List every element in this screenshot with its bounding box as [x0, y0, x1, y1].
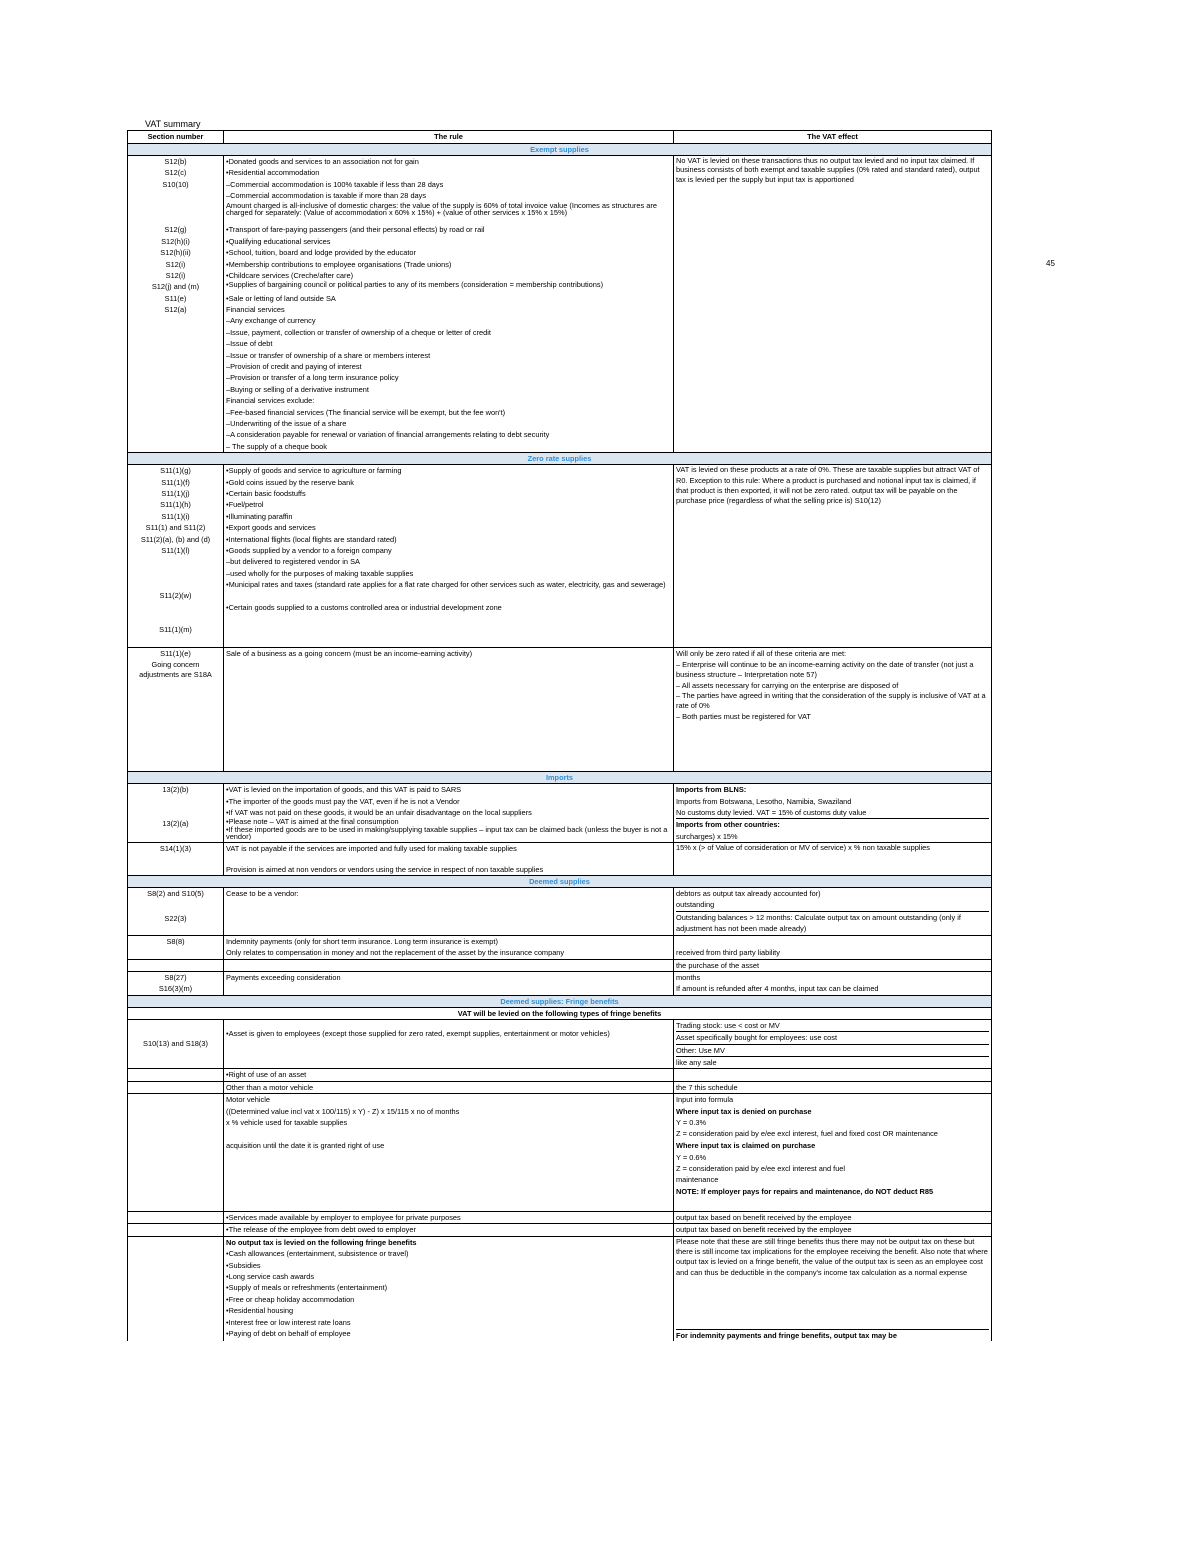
imports-sections: 13(2)(b) 13(2)(a)	[128, 784, 224, 843]
deemed-row-1-effects: debtors as output tax already accounted for) outstanding Outstanding balances > 12 months: Calculate output tax on amount outstanding (only if adjustment has not been made already)	[674, 888, 992, 936]
fringe-debt-rule: •The release of the employee from debt owed to employer	[224, 1224, 674, 1236]
band-zero-rate: Zero rate supplies	[128, 453, 992, 465]
band-imports: Imports	[128, 772, 992, 784]
deemed-row-4	[128, 971, 992, 995]
zero-sections: S11(1)(g) S11(1)(f) S11(1)(j) S11(1)(h) S11(1)(i) S11(1) and S11(2) S11(2)(a), (b) and (d) S11(1)(l) S11(2)(w) S11(1)(m)	[128, 465, 224, 648]
going-concern-effect: Will only be zero rated if all of these criteria are met: – Enterprise will continue to be an income-earning activity on the date of transfer (not just a business structure – Interpretation note 57) – All assets necessary for carrying on the enterprise are disposed of – The parties have agreed in writing that the consideration of the supply is inclusive of VAT at a rate of 0% – Both parties must be registered for VAT	[674, 648, 992, 772]
deemed-row-1-rule: Cease to be a vendor:	[224, 888, 674, 936]
fringe-debt-row	[128, 1224, 992, 1236]
going-concern-row	[128, 648, 992, 772]
deemed-row-3-effect: the purchase of the asset	[674, 959, 992, 971]
zero-rules: •Supply of goods and service to agriculture or farming •Gold coins issued by the reserve bank •Certain basic foodstuffs •Fuel/petrol •Illuminating paraffin •Export goods and services •International flights (local flights are standard rated) •Goods supplied by a vendor to a foreign company –but delivered to registered vendor in SA –used wholly for the purposes of making taxable supplies •Municipal rates and taxes (standard rate applies for a flat rate charged for other services such as water, electricity, gas and sewerage) •Certain goods supplied to a customs controlled area or industrial development zone	[224, 465, 674, 648]
fringe-other-mv-rule: Other than a motor vehicle	[224, 1081, 674, 1093]
vat-summary-table	[127, 130, 992, 1341]
deemed-row-4-sections: S8(27) S16(3)(m)	[128, 971, 224, 995]
imports-row-2	[128, 843, 992, 876]
header-rule: The rule	[224, 131, 674, 144]
fringe-right-of-use-effect	[674, 1069, 992, 1081]
fringe-motor-effects: Input into formula Where input tax is denied on purchase Y = 0.3% Z = consideration paid by e/ee excl interest, fuel and fixed cost OR maintenance Where input tax is claimed on purchase Y = 0.6% Z = consideration paid by e/ee excl interest and fuel maintenance NOTE: If employer pays for repairs and maintenance, do NOT deduct R85	[674, 1094, 992, 1212]
fringe-assets-row	[128, 1019, 992, 1069]
band-fringe: Deemed supplies: Fringe benefits	[128, 995, 992, 1007]
imports-row-2-section: S14(1)(3)	[128, 843, 224, 876]
exempt-effect: No VAT is levied on these transactions thus no output tax levied and no input tax claimed. If business consists of both exempt and taxable supplies (0% rated and standard rated), output tax is levied per the supply but input tax is apportioned	[674, 156, 992, 453]
deemed-row-2-section: S8(8)	[128, 935, 224, 959]
fringe-assets-effects: Trading stock: use < cost or MV Asset specifically bought for employees: use cost Other: Use MV like any sale	[674, 1019, 992, 1069]
zero-effect: VAT is levied on these products at a rate of 0%. These are taxable supplies but attract VAT of R0. Exception to this rule: Where a product is purchased and notional input tax is claimed, if that product is then exported, it will not be zero rated. output tax will be payable on the purchase price (regardless of what the selling price is) S10(12)	[674, 465, 992, 648]
imports-effects: Imports from BLNS: Imports from Botswana, Lesotho, Namibia, Swaziland No customs duty levied. VAT = 15% of customs duty value Imports from other countries: surcharges) x 15%	[674, 784, 992, 843]
exempt-rules: •Donated goods and services to an association not for gain •Residential accommodation –Commercial accommodation is 100% taxable if less than 28 days –Commercial accommodation is taxable if more than 28 days Amount charged is all-inclusive of domestic charges: the value of the supply is 60% of total invoice value (Incomes as structures are charged for separately: (Value of accommodation x 60% x 15%) + (value of other services x 15% x 15%) •Transport of fare-paying passengers (and their personal effects) by road or rail •Qualifying educational services •School, tuition, board and lodge provided by the educator •Membership contributions to employee organisations (Trade unions) •Childcare services (Creche/after care) •Supplies of bargaining council or political parties to any of its members (consideration = membership contributions) •Sale or letting of land outside SA Financial services –Any exchange of currency –Issue, payment, collection or transfer of ownership of a cheque or letter of credit –Issue of debt –Issue or transfer of ownership of a share or members interest –Provision of credit and paying of interest –Provision or transfer of a long term insurance policy –Buying or selling of a derivative instrument Financial services exclude: –Fee-based financial services (The financial service will be exempt, but the fee won't) –Underwriting of the issue of a share –A consideration payable for renewal or variation of financial arrangements relating to debt security – The supply of a cheque book	[224, 156, 674, 453]
imports-rules: •VAT is levied on the importation of goods, and this VAT is paid to SARS •The importer of the goods must pay the VAT, even if he is not a Vendor •If VAT was not paid on these goods, it would be an unfair disadvantage on the local suppliers •Please note – VAT is aimed at the final consumption •If these imported goods are to be used in making/supplying taxable supplies – input tax can be claimed back (unless the buyer is not a vendor)	[224, 784, 674, 843]
header-section: Section number	[128, 131, 224, 144]
fringe-debt-effect: output tax based on benefit received by the employee	[674, 1224, 992, 1236]
imports-row-1	[128, 784, 992, 843]
fringe-services-row	[128, 1212, 992, 1224]
vat-summary-sheet	[127, 118, 991, 1341]
fringe-motor-rules: Motor vehicle ((Determined value incl vat x 100/115) x Y) - Z) x 15/115 x no of months x % vehicle used for taxable supplies acquisition until the date it is granted right of use	[224, 1094, 674, 1212]
imports-row-2-effect: 15% x (> of Value of consideration or MV of service) x % non taxable supplies	[674, 843, 992, 876]
fringe-services-effect: output tax based on benefit received by the employee	[674, 1212, 992, 1224]
going-concern-sections: S11(1)(e) Going concern adjustments are S18A	[128, 648, 224, 772]
going-concern-rule: Sale of a business as a going concern (must be an income-earning activity)	[224, 648, 674, 772]
deemed-row-3	[128, 959, 992, 971]
deemed-row-1-sections: S8(2) and S10(5) S22(3)	[128, 888, 224, 936]
imports-row-2-rules: VAT is not payable if the services are imported and fully used for making taxable supplies Provision is aimed at non vendors or vendors using the service in respect of non taxable supplies	[224, 843, 674, 876]
deemed-row-2	[128, 935, 992, 959]
exempt-group	[128, 156, 992, 453]
fringe-other-mv-effect: the 7 this schedule	[674, 1081, 992, 1093]
fringe-other-mv-row	[128, 1081, 992, 1093]
deemed-row-2-effects: received from third party liability	[674, 935, 992, 959]
deemed-row-1	[128, 888, 992, 936]
fringe-right-of-use-row	[128, 1069, 992, 1081]
header-effect: The VAT effect	[674, 131, 992, 144]
exempt-sections: S12(b) S12(c) S10(10) S12(g) S12(h)(i) S12(h)(ii) S12(i) S12(i) S12(j) and (m) S11(e) S12(a)	[128, 156, 224, 453]
sheet-title: VAT summary	[145, 119, 201, 129]
fringe-assets-section: S10(13) and S18(3)	[128, 1019, 224, 1069]
fringe-assets-rule: •Asset is given to employees (except those supplied for zero rated, exempt supplies, entertainment or motor vehicles)	[224, 1019, 674, 1069]
fringe-subtitle: VAT will be levied on the following types of fringe benefits	[128, 1007, 992, 1019]
fringe-motor-row	[128, 1094, 992, 1212]
band-deemed: Deemed supplies	[128, 876, 992, 888]
fringe-no-output-effect: Please note that these are still fringe benefits thus there may not be output tax on these but there is still income tax implications for the employee receiving the benefit. Also note that where output tax is levied on a fringe benefit, the value of the output tax is seen as an employee cost and can thus be deductible in the company's income tax calculation as a normal expense For indemnity payments and fringe benefits, output tax may be	[674, 1236, 992, 1341]
fringe-services-rule: •Services made available by employer to employee for private purposes	[224, 1212, 674, 1224]
deemed-row-2-rules: Indemnity payments (only for short term insurance. Long term insurance is exempt) Only relates to compensation in money and not the replacement of the asset by the insurance company	[224, 935, 674, 959]
deemed-row-4-effects: months If amount is refunded after 4 months, input tax can be claimed	[674, 971, 992, 995]
fringe-no-output-rules: No output tax is levied on the following fringe benefits •Cash allowances (entertainment, subsistence or travel) •Subsidies •Long service cash awards •Supply of meals or refreshments (entertainment) •Free or cheap holiday accommodation •Residential housing •Interest free or low interest rate loans •Paying of debt on behalf of employee	[224, 1236, 674, 1341]
zero-group	[128, 465, 992, 648]
header-row	[128, 131, 992, 144]
margin-number: 45	[1046, 259, 1055, 268]
fringe-right-of-use-rule: •Right of use of an asset	[224, 1069, 674, 1081]
band-exempt: Exempt supplies	[128, 144, 992, 156]
deemed-row-4-rule: Payments exceeding consideration	[224, 971, 674, 995]
fringe-no-output-row	[128, 1236, 992, 1341]
